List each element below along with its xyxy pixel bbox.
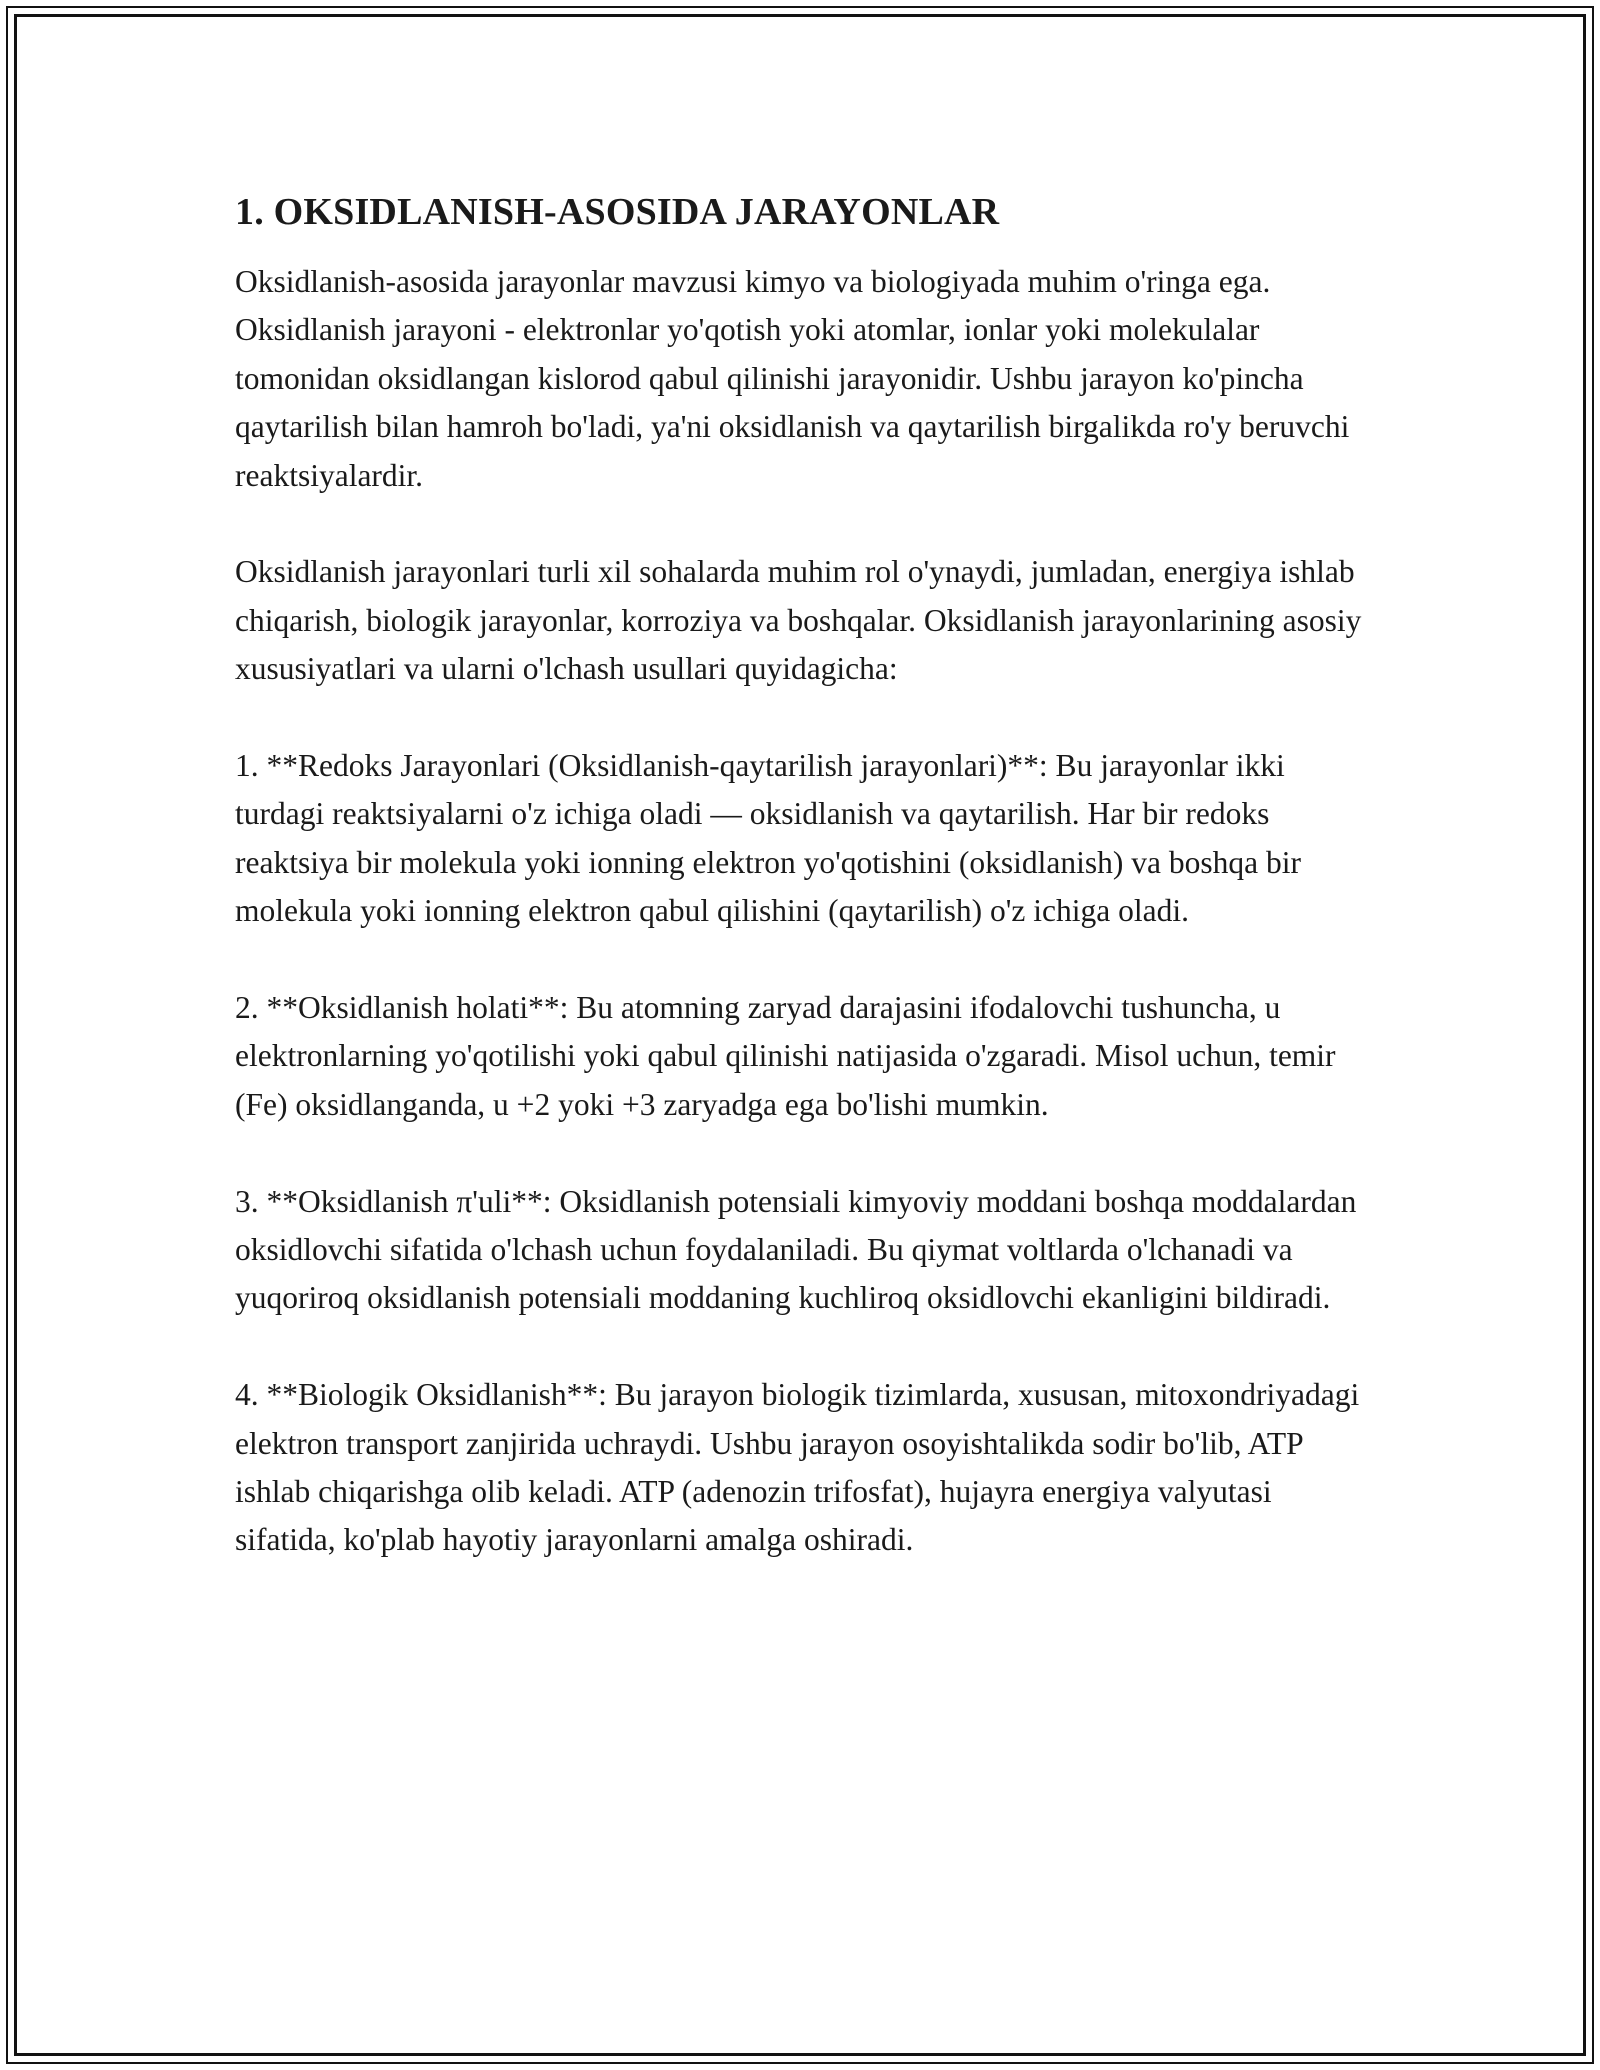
document-title: 1. OKSIDLANISH-ASOSIDA JARAYONLAR	[235, 191, 1000, 233]
intro-paragraph: Oksidlanish-asosida jarayonlar mavzusi kimyo va biologiyada muhim o'ringa ega. Oksidlanish jarayoni - elektronlar yo'qotish yoki atomlar, ionlar yoki molekulalar tomonidan oksidlangan kislorod qabul qilinishi jarayonidir. Ushbu jarayon ko'pincha qaytarilish bilan hamroh bo'ladi, ya'ni oksidlanish va qaytarilish birgalikda ro'y beruvchi reaktsiyalardir.	[235, 264, 1350, 493]
list-item-oxidation-state: 2. **Oksidlanish holati**: Bu atomning zaryad darajasini ifodalovchi tushuncha, u elektronlarning yo'qotilishi yoki qabul qilinishi natijasida o'zgaradi. Misol uchun, temir (Fe) oksidlanganda, u +2 yoki +3 zaryadga ega bo'lishi mumkin.	[235, 990, 1336, 1122]
document-body	[235, 186, 1375, 1613]
list-item-oxidation-potential: 3. **Oksidlanish π'uli**: Oksidlanish potensiali kimyoviy moddani boshqa moddalardan oksidlovchi sifatida o'lchash uchun foydalaniladi. Bu qiymat voltlarda o'lchanadi va yuqoriroq oksidlanish potensiali moddaning kuchliroq oksidlovchi ekanligini bildiradi.	[235, 1183, 1357, 1316]
overview-paragraph: Oksidlanish jarayonlari turli xil sohalarda muhim rol o'ynaydi, jumladan, energiya ishlab chiqarish, biologik jarayonlar, korroziya va boshqalar. Oksidlanish jarayonlarining asosiy xususiyatlari va ularni o'lchash usullari quyidagicha:	[235, 554, 1362, 687]
list-item-biological-oxidation: 4. **Biologik Oksidlanish**: Bu jarayon biologik tizimlarda, xususan, mitoxondriyadagi elektron transport zanjirida uchraydi. Ushbu jarayon osoyishtalikda sodir bo'lib, ATP ishlab chiqarishga olib keladi. ATP (adenozin trifosfat), hujayra energiya valyutasi sifatida, ko'plab hayotiy jarayonlarni amalga oshiradi.	[235, 1377, 1360, 1558]
list-item-redox: 1. **Redoks Jarayonlari (Oksidlanish-qaytarilish jarayonlari)**: Bu jarayonlar ikki turdagi reaktsiyalarni o'z ichiga oladi — oksidlanish va qaytarilish. Har bir redoks reaktsiya bir molekula yoki ionning elektron yo'qotishini (oksidlanish) va boshqa bir molekula yoki ionning elektron qabul qilishini (qaytarilish) o'z ichiga oladi.	[235, 748, 1302, 929]
